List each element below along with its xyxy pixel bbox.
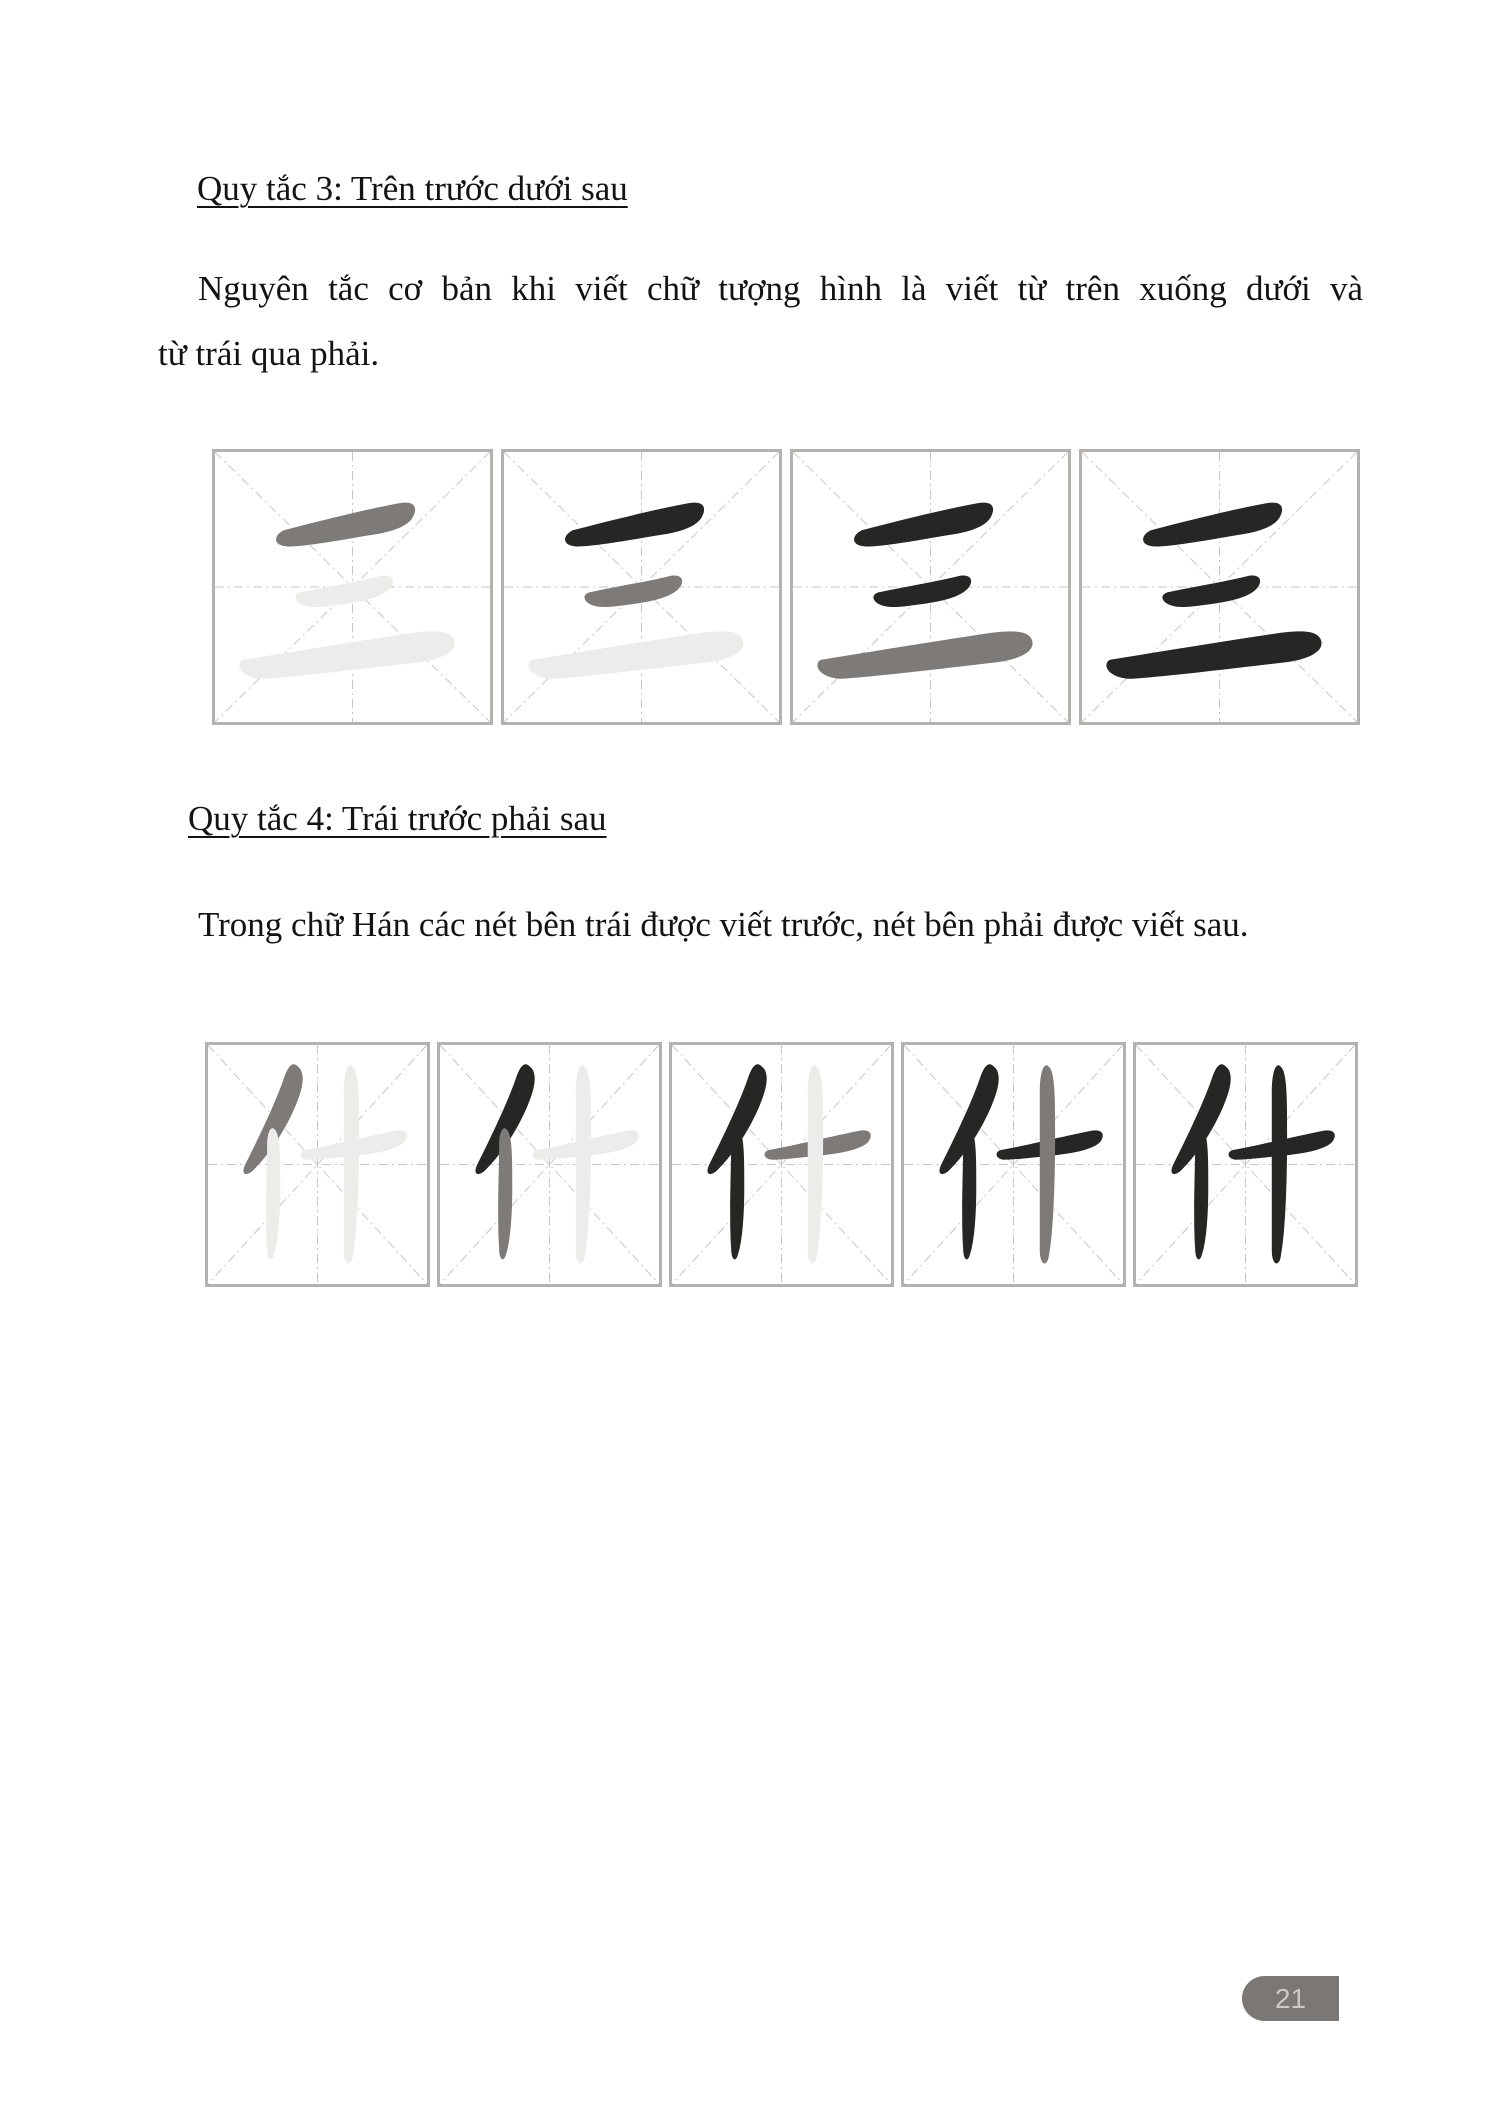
- stroke-order-box: [437, 1042, 662, 1287]
- stroke-order-box: [501, 449, 782, 725]
- character-stroke-3: [239, 631, 454, 678]
- paragraph-line: Trong chữ Hán các nét bên trái được viết trước, nét bên phải được viết sau.: [198, 905, 1249, 944]
- paragraph-line: từ trái qua phải.: [158, 334, 380, 373]
- paragraph-line: Nguyên tắc cơ bản khi viết chữ tượng hình là viết từ trên xuống dưới và: [198, 269, 1363, 308]
- mizige-grid: [793, 452, 1068, 722]
- character-stroke-1: [854, 503, 993, 547]
- page-number: 21: [1274, 1982, 1307, 2014]
- stroke-order-row-san: [212, 449, 1360, 725]
- character-stroke-2: [873, 575, 971, 607]
- mizige-grid: [672, 1045, 891, 1284]
- stroke-order-row-shen: [205, 1042, 1358, 1287]
- rule-3-paragraph: [158, 256, 1363, 386]
- character-stroke-4: [344, 1065, 359, 1263]
- stroke-order-box: [205, 1042, 430, 1287]
- character-stroke-2: [1162, 575, 1260, 607]
- rule-4-heading: Quy tắc 4: Trái trước phải sau: [188, 799, 607, 838]
- stroke-order-box: [669, 1042, 894, 1287]
- stroke-order-box: [212, 449, 493, 725]
- character-stroke-3: [528, 631, 743, 678]
- character-stroke-4: [1272, 1065, 1287, 1263]
- mizige-grid: [1136, 1045, 1355, 1284]
- page-number-badge: [1242, 1976, 1339, 2021]
- character-stroke-1: [276, 503, 415, 547]
- stroke-order-box: [1133, 1042, 1358, 1287]
- mizige-grid: [504, 452, 779, 722]
- stroke-order-box: [1079, 449, 1360, 725]
- mizige-grid: [208, 1045, 427, 1284]
- character-stroke-4: [576, 1065, 591, 1263]
- character-stroke-1: [1143, 503, 1282, 547]
- character-stroke-4: [808, 1065, 823, 1263]
- mizige-grid: [440, 1045, 659, 1284]
- character-stroke-1: [565, 503, 704, 547]
- character-stroke-2: [498, 1128, 512, 1259]
- character-stroke-3: [817, 631, 1032, 678]
- stroke-order-box: [901, 1042, 1126, 1287]
- mizige-grid: [215, 452, 490, 722]
- character-stroke-2: [1194, 1128, 1208, 1259]
- character-stroke-2: [962, 1128, 976, 1259]
- rule-3-heading: Quy tắc 3: Trên trước dưới sau: [197, 169, 628, 208]
- character-stroke-3: [1106, 631, 1321, 678]
- mizige-grid: [904, 1045, 1123, 1284]
- rule-4-paragraph: [158, 892, 1363, 957]
- character-stroke-2: [266, 1128, 280, 1259]
- character-stroke-2: [730, 1128, 744, 1259]
- character-stroke-2: [295, 575, 393, 607]
- mizige-grid: [1082, 452, 1357, 722]
- stroke-order-box: [790, 449, 1071, 725]
- character-stroke-2: [584, 575, 682, 607]
- character-stroke-4: [1040, 1065, 1055, 1263]
